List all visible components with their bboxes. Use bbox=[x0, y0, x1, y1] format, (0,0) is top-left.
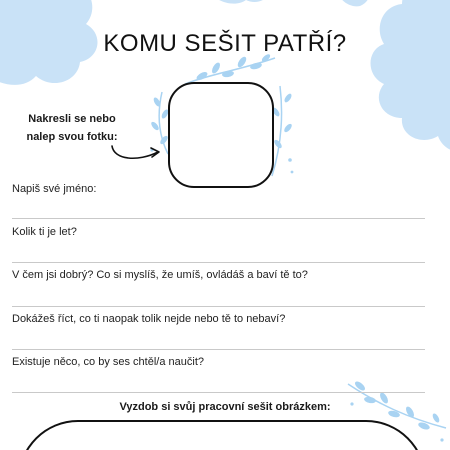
photo-prompt-line-1: Nakresli se nebo bbox=[28, 113, 116, 125]
answer-line-weaknesses[interactable] bbox=[12, 349, 425, 350]
photo-prompt-line-2: nalep svou fotku: bbox=[26, 131, 118, 143]
photo-box[interactable] bbox=[168, 82, 274, 188]
answer-line-learn[interactable] bbox=[12, 392, 425, 393]
decorate-prompt: Vyzdob si svůj pracovní sešit obrázkem: bbox=[119, 401, 331, 413]
question-weaknesses: Dokážeš říct, co ti naopak tolik nejde nebo tě to nebaví? bbox=[12, 313, 286, 325]
question-learn: Existuje něco, co by ses chtěl/a naučit? bbox=[12, 356, 204, 368]
curved-arrow-icon bbox=[108, 138, 164, 164]
question-strengths: V čem jsi dobrý? Co si myslíš, že umíš, ovládáš a baví tě to? bbox=[12, 269, 308, 281]
answer-line-age[interactable] bbox=[12, 262, 425, 263]
question-age: Kolik ti je let? bbox=[12, 226, 77, 238]
answer-line-name[interactable] bbox=[12, 218, 425, 219]
drawing-box[interactable] bbox=[18, 420, 426, 450]
cloud-top-right bbox=[330, 0, 450, 155]
question-name: Napiš své jméno: bbox=[12, 183, 97, 195]
photo-prompt bbox=[22, 110, 122, 146]
page-title: KOMU SEŠIT PATŘÍ? bbox=[103, 30, 347, 57]
cloud-top-center bbox=[210, 0, 270, 8]
answer-line-strengths[interactable] bbox=[12, 306, 425, 307]
